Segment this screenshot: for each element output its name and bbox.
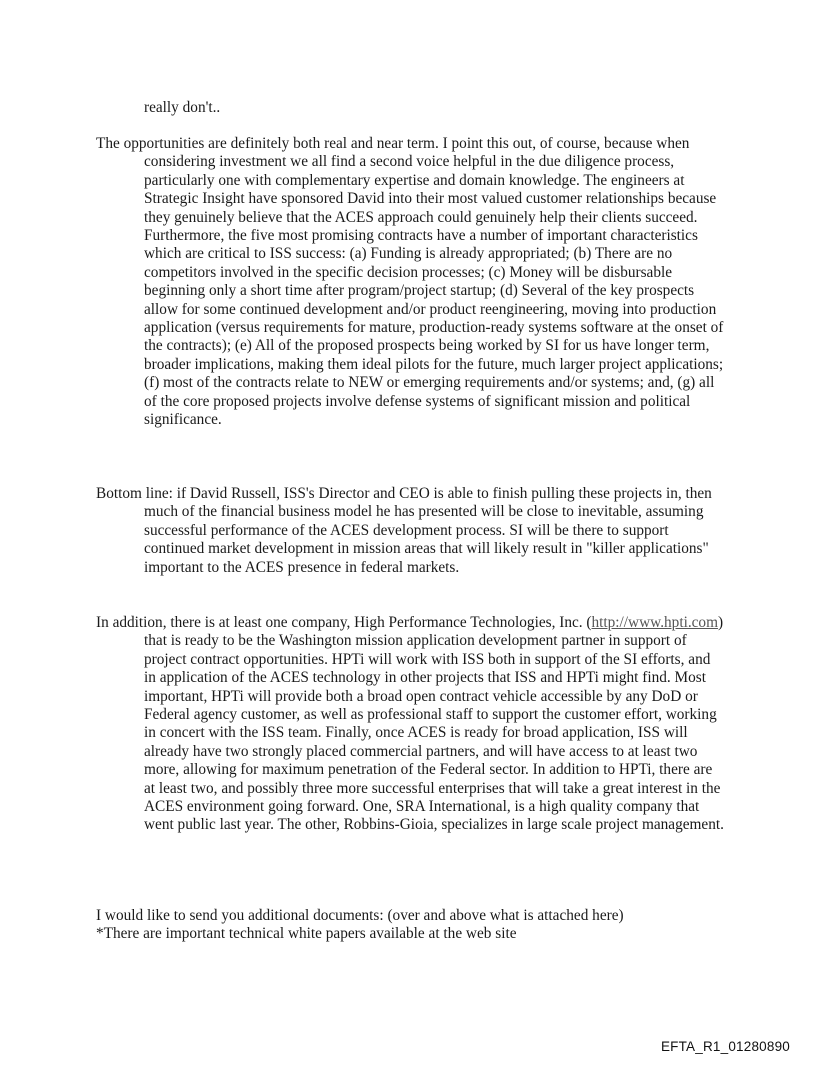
document-id-footer: EFTA_R1_01280890 [660,1039,790,1054]
closing-line-2: *There are important technical white papers available at the web site [96,925,517,942]
continuation-text: really don't.. [144,99,221,116]
in-addition-text-before-link: In addition, there is at least one company, High Performance Technologies, Inc. ( [96,614,592,631]
in-addition-text-after-link: ) that is ready to be the Washington mission application development partner in support of project contract opportunities. HPTi will work with ISS both in support of the SI efforts, and in application of the ACES technology in other projects that ISS and HPTi might find. Most important, HPTi will provide both a broad open contract vehicle accessible by any DoD or Federal agency customer, as well as professional staff to support the customer effort, working in concert with the ISS team. Finally, once ACES is ready for broad application, ISS will already have two strongly placed commercial partners, and will have access to at least two more, allowing for maximum penetration of the Federal sector. In addition to HPTi, there are at least two, and possibly three more successful enterprises that will take a great interest in the ACES environment going forward. One, SRA International, is a high quality company that went public last year. The other, Robbins-Gioia, specializes in large scale project management. [144,614,724,834]
closing-line-1: I would like to send you additional documents: (over and above what is attached here) [96,907,624,924]
paragraph-opportunities: The opportunities are definitely both real and near term. I point this out, of course, because when considering investment we all find a second voice helpful in the due diligence process, particularly one with complementary expertise and domain knowledge. The engineers at Strategic Insight have sponsored David into their most valued customer relationships because they genuinely believe that the ACES approach could genuinely help their clients succeed. Furthermore, the five most promising contracts have a number of important characteristics which are critical to ISS success: (a) Funding is already appropriated; (b) There are no competitors involved in the specific decision processes; (c) Money will be disbursable beginning only a short time after program/project startup; (d) Several of the key prospects allow for some continued development and/or product reengineering, moving into production application (versus requirements for mature, production-ready systems software at the onset of the contracts); (e) All of the proposed prospects being worked by SI for us have longer term, broader implications, making them ideal pilots for the future, much larger project applications; (f) most of the contracts relate to NEW or emerging requirements and/or systems; and, (g) all of the core proposed projects involve defense systems of significant mission and political significance. [96,135,724,429]
hpti-website-link[interactable]: http://www.hpti.com [591,614,718,631]
paragraph-in-addition [96,614,724,835]
paragraph-bottom-line: Bottom line: if David Russell, ISS's Director and CEO is able to finish pulling these projects in, then much of the financial business model he has presented will be close to inevitable, assuming successful performance of the ACES development process. SI will be there to support continued market development in mission areas that will likely result in "killer applications" important to the ACES presence in federal markets. [96,485,712,576]
